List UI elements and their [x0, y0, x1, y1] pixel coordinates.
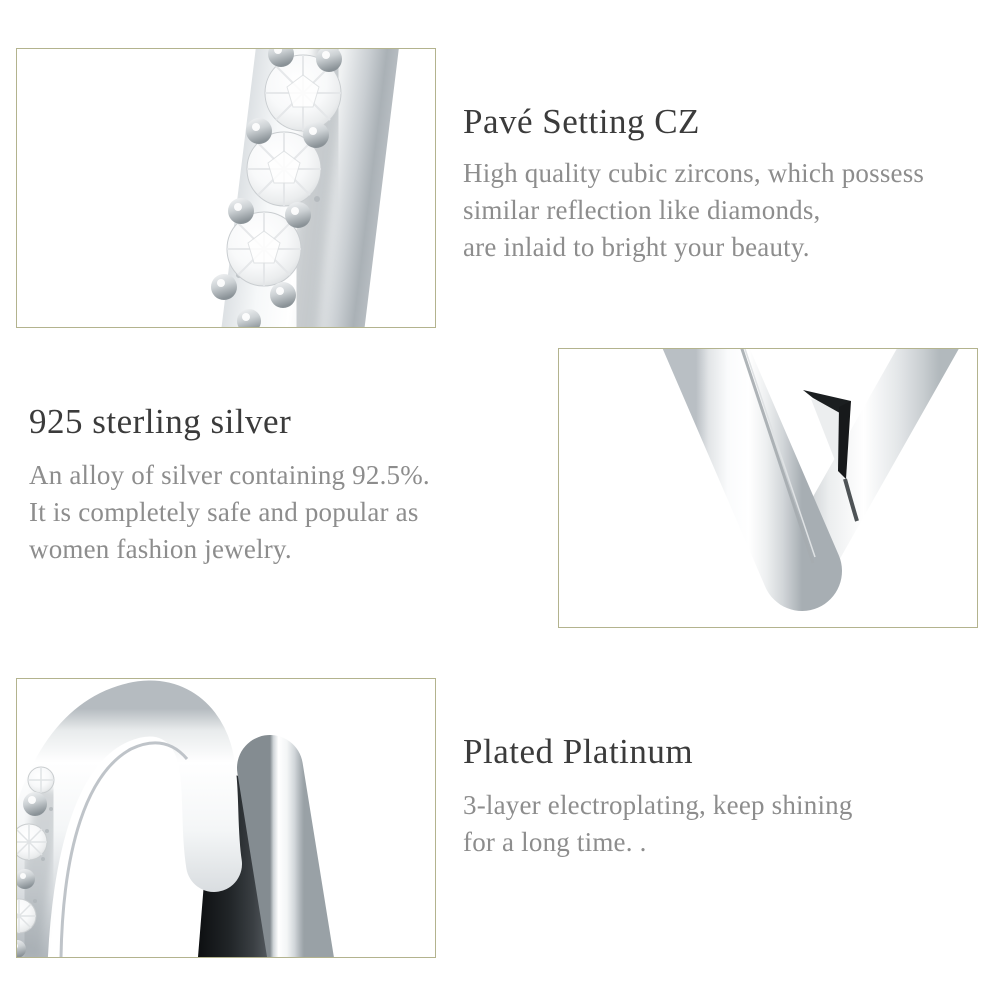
section-heading-plated-platinum: Plated Platinum — [463, 732, 694, 771]
section-sterling-silver — [29, 404, 430, 568]
section-body — [29, 457, 430, 568]
body-line: similar reflection like diamonds, — [463, 195, 821, 225]
section-heading-pave-setting: Pavé Setting CZ — [463, 102, 700, 141]
section-heading-sterling-silver: 925 sterling silver — [29, 402, 292, 441]
photo-frame-pave-cz — [16, 48, 436, 328]
section-plated-platinum — [463, 734, 853, 861]
section-body — [463, 155, 924, 266]
body-line: 3-layer electroplating, keep shining — [463, 790, 853, 820]
body-line: An alloy of silver containing 92.5%. — [29, 460, 430, 490]
body-line: women fashion jewelry. — [29, 534, 292, 564]
v-shape-silver-photo — [559, 349, 977, 627]
body-line: High quality cubic zircons, which possess — [463, 158, 925, 188]
section-pave-setting — [463, 104, 924, 266]
body-line: are inlaid to bright your beauty. — [463, 232, 810, 262]
earring-hook-photo — [17, 679, 435, 957]
section-body — [463, 787, 853, 861]
pave-cz-photo — [17, 49, 435, 327]
body-line: It is completely safe and popular as — [29, 497, 419, 527]
body-line: for a long time. . — [463, 827, 647, 857]
photo-frame-v-shape — [558, 348, 978, 628]
photo-frame-hook — [16, 678, 436, 958]
